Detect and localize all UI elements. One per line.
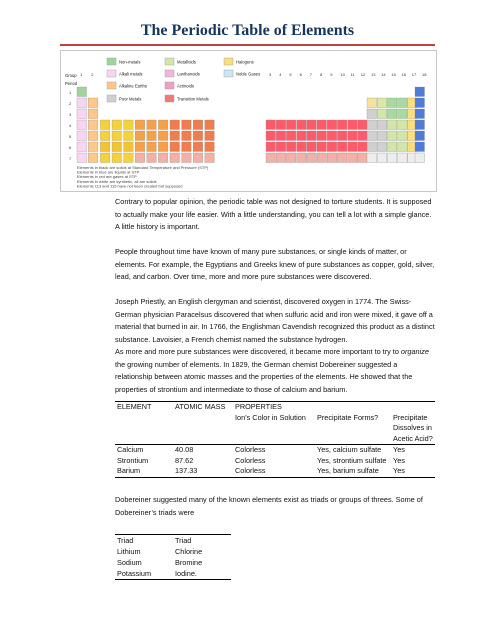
element-cell [193,153,203,163]
element-cell [100,153,110,163]
element-cell [112,153,122,163]
element-cell [100,120,110,130]
element-cell [348,142,358,152]
element-cell [112,131,122,141]
element-cell [297,153,307,163]
element-cell [193,120,203,130]
paragraph-4 [115,346,435,396]
table-row [115,445,435,456]
element-cell [170,131,180,141]
element-cell [387,153,397,163]
title-underline [60,44,435,46]
element-cell [377,120,387,130]
legend-swatch [107,95,116,102]
element-cell [415,98,425,108]
element-cell [387,109,397,119]
element-cell [124,142,134,152]
element-cell [398,142,408,152]
legend-note: Elements in white are synthetic, all are solids [77,178,157,184]
element-cell [100,131,110,141]
group-number: 15 [391,72,396,77]
legend-note: Elements 113 and 115 have not been created but supposed [77,183,183,189]
header-properties: PROPERTIES [233,402,435,413]
element-cell [286,120,296,130]
element-cell [147,153,157,163]
element-cell [367,98,377,108]
group-number: 14 [381,72,386,77]
element-cell [327,142,337,152]
element-cell [77,109,87,119]
group-number: 13 [371,72,376,77]
element-cell [367,131,377,141]
group-number: 8 [320,72,323,77]
element-cell [124,153,134,163]
legend-label: Lanthanoids [177,71,200,77]
table-cell: Sodium [117,558,142,567]
paragraph-3 [115,296,435,346]
legend-label: Alkali metals [119,71,143,77]
element-cell [266,131,276,141]
element-cell [307,131,317,141]
element-cell [398,153,408,163]
period-number: 7 [69,156,72,161]
table-cell: Yes, strontium sulfate [317,455,387,465]
legend-swatch [107,70,116,77]
element-cell [205,131,215,141]
group-number: 4 [279,72,282,77]
table-row [115,535,231,547]
period-number: 2 [69,101,72,106]
element-cell [307,120,317,130]
table-cell: Yes [393,455,405,465]
periodic-table-image [60,50,437,192]
group-number: 17 [411,72,417,77]
table-header-row [115,402,435,413]
element-cell [327,153,337,163]
element-cell [377,98,387,108]
subheader-ion-color: Ion’s Color in Solution [233,413,315,445]
group-number: 11 [350,72,355,77]
legend-label: Noble Gases [236,71,261,77]
element-cell [124,120,134,130]
legend-label: Halogens [236,59,254,65]
element-cell [205,153,215,163]
legend-swatch [165,95,174,102]
element-cell [77,98,87,108]
group-number: 5 [289,72,292,77]
element-cell [358,142,368,152]
element-cell [170,142,180,152]
legend-swatch [107,58,116,65]
element-cell [182,131,192,141]
emphasis-organize: organize [400,347,429,356]
element-cell [358,131,368,141]
table-cell: Iodine. [173,568,231,580]
element-cell [358,120,368,130]
table-cell: Lithium [117,547,141,556]
table-cell: 40.08 [175,445,194,454]
element-cell [398,120,408,130]
table-subheader-row [115,413,435,445]
element-cell [135,131,145,141]
legend-swatch [224,70,233,77]
table-cell: Chlorine [175,547,203,556]
paragraph-2-text: People throughout time have known of many pure substances, or single kinds of matter, or elements. For example, the Egyptians and Greeks knew of pure substances as copper, gold, silver, lead, and carbon. Over time, more and more pure substances were discovered. [115,247,435,282]
element-cell [317,120,327,130]
group-number: 10 [340,72,345,77]
table-cell: Colorless [233,466,315,477]
legend-label: Metalloids [177,59,196,65]
element-cell [182,120,192,130]
element-cell [377,109,387,119]
element-cell [348,120,358,130]
element-cell [135,142,145,152]
element-cell [77,87,87,97]
table-cell: Yes, calcium sulfate [317,445,382,454]
table-cell: Yes [391,466,435,477]
header-element: ELEMENT [115,402,173,413]
paragraph-1-text: Contrary to popular opinion, the periodic table was not designed to torture students. It is supposed to actually make your life easier. With a little understanding, you can tell a lot with a simple glance. A little history is important. [115,197,432,232]
element-cell [297,120,307,130]
element-cell [337,153,347,163]
element-cell [387,120,397,130]
paragraph-3-text: Joseph Priestly, an English clergyman and scientist, discovered oxygen in 1774. The Swiss-German physician Paracelsus discovered that when sulfuric acid and iron were mixed, it gave off a material that burned in air. In 1766, the Englishman Cavendish recognized this product as a distinct substance. Lavoisier, a French chemist named the substance hydrogen. [115,297,435,344]
element-cell [88,120,98,130]
table-cell: Yes, barium sulfate [315,466,391,477]
element-properties-table [115,401,435,478]
element-cell [158,131,168,141]
legend-label: Actinoids [177,83,194,89]
table-cell: Colorless [235,455,266,465]
element-cell [286,142,296,152]
element-cell [266,120,276,130]
element-cell [387,98,397,108]
periodic-table-graphic [61,51,436,191]
element-cell [193,142,203,152]
element-cell [377,153,387,163]
period-number: 6 [69,145,72,150]
element-cell [297,131,307,141]
element-cell [415,153,425,163]
group-number: 2 [91,72,94,77]
element-cell [286,153,296,163]
element-cell [358,153,368,163]
element-cell [387,142,397,152]
element-cell [415,109,425,119]
table-row [115,557,231,568]
group-number: 3 [269,72,272,77]
element-cell [377,142,387,152]
element-cell [112,142,122,152]
element-cell [297,142,307,152]
element-cell [77,120,87,130]
element-cell [307,153,317,163]
element-cell [205,142,215,152]
element-cell [88,131,98,141]
table-cell: Yes [393,445,405,454]
element-cell [88,153,98,163]
legend-swatch [224,58,233,65]
element-cell [88,109,98,119]
group-number: 16 [401,72,407,77]
group-number: 12 [360,72,366,77]
element-cell [317,153,327,163]
element-cell [112,120,122,130]
element-cell [158,120,168,130]
element-cell [398,131,408,141]
element-cell [286,131,296,141]
group-number: 9 [330,72,333,77]
element-cell [147,142,157,152]
table-row [115,546,231,557]
table-cell: 87.62 [175,455,194,465]
table-cell: 137.33 [173,466,233,477]
period-number: 3 [69,112,72,117]
table-cell: Bromine [175,558,203,567]
header-atomic-mass: ATOMIC MASS [173,402,233,413]
element-cell [205,120,215,130]
element-cell [348,131,358,141]
paragraph-5 [115,494,435,519]
element-cell [415,131,425,141]
legend-note: Elements in black are solids at Standard Temperature and Pressure (STP) [77,165,209,170]
subheader-dissolves: Precipitate Dissolves in Acetic Acid? [391,413,435,445]
legend-swatch [107,82,116,89]
legend-label: Alkaline Earths [119,83,147,89]
element-cell [88,98,98,108]
element-cell [398,109,408,119]
legend-swatch [165,82,174,89]
element-cell [276,131,286,141]
element-cell [327,120,337,130]
page-title: The Periodic Table of Elements [140,22,355,39]
period-number: 1 [69,90,72,95]
table-cell: Strontium [117,455,149,465]
element-cell [307,142,317,152]
element-cell [337,120,347,130]
period-number: 5 [69,134,72,139]
element-cell [317,142,327,152]
group-number: 18 [422,72,427,77]
element-cell [124,131,134,141]
paragraph-5-text: Dobereiner suggested many of the known elements exist as triads or groups of threes. Some of Dobereiner’s triads were [115,495,423,517]
legend-label: Poor Metals [119,96,142,102]
group-number: 7 [309,72,313,77]
element-cell [348,153,358,163]
table-cell: Potassium [115,568,173,580]
legend-note: Elements in blue are liquids at STP [77,169,140,175]
element-cell [147,131,157,141]
element-cell [337,142,347,152]
table-cell: Barium [115,466,173,477]
element-cell [266,142,276,152]
period-number: 4 [69,123,72,128]
element-cell [367,109,377,119]
element-cell [266,153,276,163]
triads-table [115,534,231,580]
element-cell [170,120,180,130]
element-cell [367,120,377,130]
element-cell [367,142,377,152]
element-cell [415,120,425,130]
table-cell: Triad [115,535,173,547]
element-cell [77,142,87,152]
element-cell [88,142,98,152]
element-cell [337,131,347,141]
element-cell [276,120,286,130]
element-cell [182,142,192,152]
table-row [115,568,231,580]
table-row [115,466,435,477]
element-cell [276,153,286,163]
group-number: 6 [299,72,302,77]
element-cell [377,131,387,141]
legend-swatch [165,58,174,65]
legend-note: Elements in red are gases at STP [77,174,137,180]
element-cell [193,131,203,141]
element-cell [398,98,408,108]
element-cell [158,142,168,152]
element-cell [327,131,337,141]
legend-label: Non-metals [119,59,141,65]
paragraph-4-text: As more and more pure substances were discovered, it became more important to try to organize the growing number of elements. In 1829, the German chemist Dobereiner suggested a relationship between atomic masses and the properties of the elements. He showed that the properties of strontium and intermediate to those of calcium and barium. [115,347,429,394]
group-number: 1 [80,72,83,77]
group-label: Group [65,73,77,78]
table-cell: Calcium [117,445,144,454]
element-cell [100,142,110,152]
element-cell [147,120,157,130]
table-cell: Colorless [235,445,266,454]
element-cell [135,153,145,163]
table-row [115,456,435,467]
element-cell [276,142,286,152]
element-cell [387,131,397,141]
subheader-precipitate-forms: Precipitate Forms? [315,413,391,445]
period-label: Period [65,81,78,86]
paragraph-1 [115,196,435,234]
element-cell [77,153,87,163]
element-cell [77,131,87,141]
element-cell [415,142,425,152]
legend-label: Transition Metals [177,96,209,102]
element-cell [170,153,180,163]
paragraph-2 [115,246,435,284]
element-cell [415,87,425,97]
element-cell [367,153,377,163]
element-cell [158,153,168,163]
legend-swatch [165,70,174,77]
element-cell [135,120,145,130]
table-cell: Triad [173,535,231,547]
element-cell [317,131,327,141]
element-cell [182,153,192,163]
